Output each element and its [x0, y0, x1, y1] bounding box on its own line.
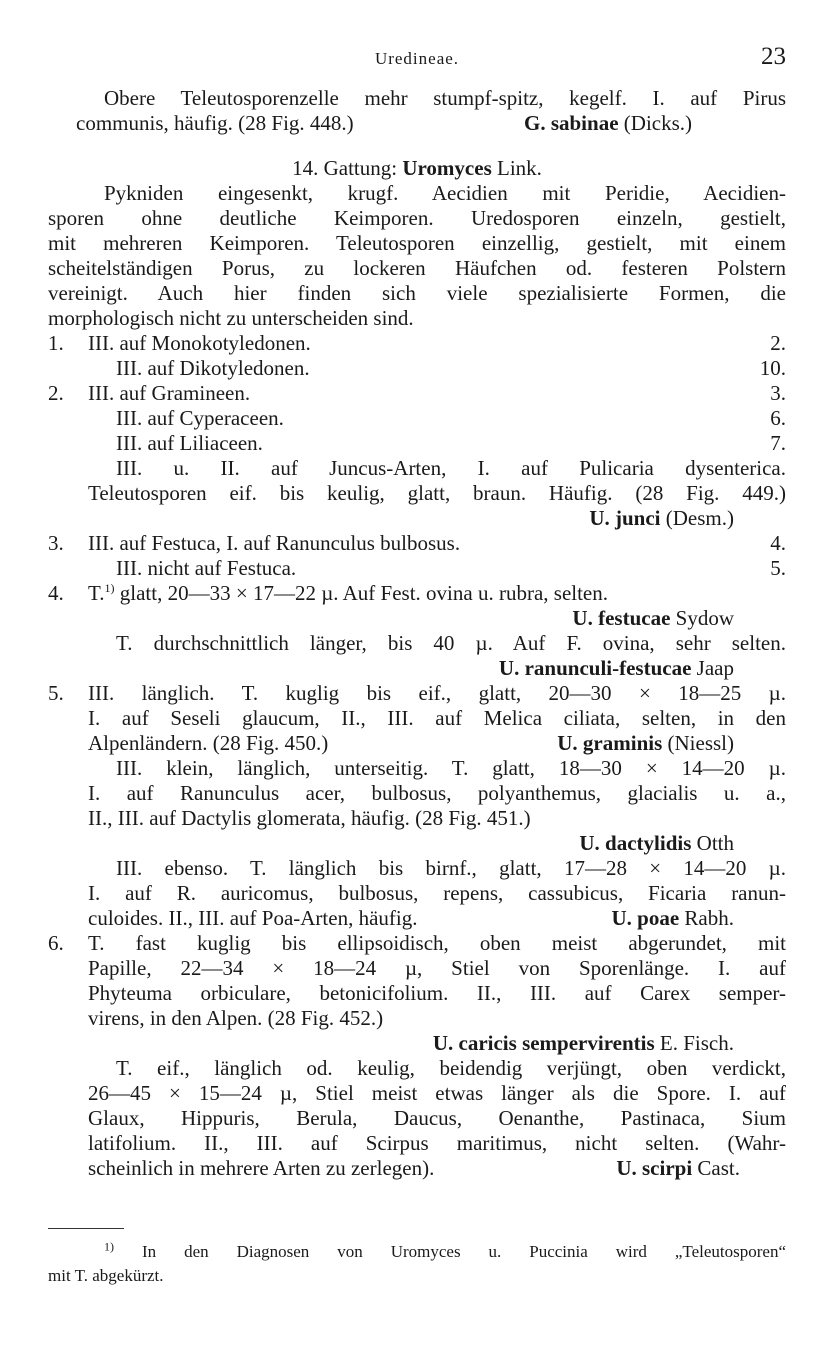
- key-text: Phyteuma orbiculare, betonicifolium. II., III. auf Carex semper-: [88, 981, 786, 1005]
- species-authority: Otth: [696, 831, 734, 855]
- species-entry: [557, 731, 734, 756]
- key-line: [48, 456, 786, 481]
- species-line: [48, 1031, 786, 1056]
- key-reference: 3.: [770, 381, 786, 405]
- species-entry: [433, 1031, 734, 1056]
- key-line: [48, 631, 786, 656]
- page-header: [48, 44, 786, 72]
- text-line: mit mehreren Keimporen. Teleutosporen einzellig, gestielt, mit einem: [48, 231, 786, 255]
- species-entry: [572, 606, 734, 631]
- species-authority: (Niessl): [667, 731, 734, 755]
- species-name: U. junci: [589, 506, 661, 530]
- species-authority: Sydow: [675, 606, 734, 630]
- footnote-marker: 1): [104, 581, 115, 595]
- species-authority: (Dicks.): [623, 111, 693, 135]
- genus-prefix: 14. Gattung:: [292, 156, 398, 180]
- footnote-text: In den Diagnosen von Uromyces u. Puccinia wird „Teleutosporen“: [141, 1242, 786, 1261]
- footnote-rule: [48, 1228, 124, 1229]
- text-line: Pykniden eingesenkt, krugf. Aecidien mit Peridie, Aecidien-: [104, 181, 786, 205]
- key-text: glatt, 20—33 × 17—22 µ. Auf Fest. ovina u. rubra, selten.: [119, 581, 609, 605]
- species-entry: [499, 656, 734, 681]
- key-reference: 7.: [770, 431, 786, 455]
- key-number: 4.: [48, 581, 64, 605]
- species-authority: Rabh.: [684, 906, 734, 930]
- species-line: [48, 656, 786, 681]
- key-line: [48, 1006, 786, 1031]
- key-reference: 10.: [759, 356, 786, 380]
- key-text: T. eif., länglich od. keulig, beidendig verjüngt, oben verdickt,: [116, 1056, 786, 1080]
- key-number: 3.: [48, 531, 64, 555]
- key-line: [48, 681, 786, 706]
- key-text: III. auf Gramineen.: [88, 381, 251, 405]
- key-line: [48, 1131, 786, 1156]
- key-line: [48, 356, 786, 381]
- key-text: virens, in den Alpen. (28 Fig. 452.): [88, 1006, 384, 1030]
- species-name: U. caricis sempervirentis: [432, 1031, 655, 1055]
- key-text: I. auf R. auricomus, bulbosus, repens, cassubicus, Ficaria ranun-: [88, 881, 786, 905]
- key-text: III. ebenso. T. länglich bis birnf., glatt, 17—28 × 14—20 µ.: [116, 856, 786, 880]
- key-text: III. u. II. auf Juncus-Arten, I. auf Pulicaria dysenterica.: [116, 456, 786, 480]
- text-span: communis, häufig. (28 Fig. 448.): [76, 111, 354, 135]
- genus-heading: [48, 156, 786, 181]
- text-line: morphologisch nicht zu unterscheiden sind.: [48, 306, 414, 330]
- key-text: scheinlich in mehrere Arten zu zerlegen).: [88, 1156, 435, 1180]
- key-line: [48, 806, 786, 831]
- key-number: 6.: [48, 931, 64, 955]
- key-text: T. fast kuglig bis ellipsoidisch, oben meist abgerundet, mit: [88, 931, 786, 955]
- key-line: [48, 1156, 786, 1181]
- key-text: III. auf Liliaceen.: [116, 431, 263, 455]
- species-authority: (Desm.): [665, 506, 734, 530]
- species-entry: [612, 906, 735, 931]
- key-text: III. klein, länglich, unterseitig. T. glatt, 18—30 × 14—20 µ.: [116, 756, 786, 780]
- running-title: Uredineae.: [374, 49, 460, 68]
- key-line: [48, 781, 786, 806]
- key-line: [48, 531, 786, 556]
- key-line: [48, 756, 786, 781]
- key-line: [48, 956, 786, 981]
- key-number: 2.: [48, 381, 64, 405]
- key-reference: 6.: [770, 406, 786, 430]
- key-line: [48, 856, 786, 881]
- species-name: U. ranunculi-festucae: [498, 656, 692, 680]
- species-name: U. dactylidis: [579, 831, 692, 855]
- key-line: [48, 706, 786, 731]
- species-authority: Cast.: [697, 1156, 740, 1180]
- key-text-group: [88, 581, 608, 606]
- species-name: G. sabinae: [524, 111, 619, 135]
- key-text: III. nicht auf Festuca.: [116, 556, 297, 580]
- text-line: scheitelständigen Porus, zu lockeren Häufchen od. festeren Polstern: [48, 256, 786, 280]
- key-text: III. auf Dikotyledonen.: [116, 356, 310, 380]
- footnote-line: mit T. abgekürzt.: [48, 1266, 164, 1285]
- text-line: sporen ohne deutliche Keimporen. Uredosporen einzeln, gestielt,: [48, 206, 786, 230]
- species-line: [48, 506, 786, 531]
- key-text: III. auf Cyperaceen.: [116, 406, 284, 430]
- footnotes: [48, 1240, 786, 1288]
- page-body: [48, 86, 786, 1181]
- key-text: I. auf Ranunculus acer, bulbosus, polyanthemus, glacialis u. a.,: [88, 781, 786, 805]
- key-reference: 5.: [770, 556, 786, 580]
- key-line: [48, 381, 786, 406]
- key-number: 1.: [48, 331, 64, 355]
- species-name: U. festucae: [572, 606, 671, 630]
- key-reference: 4.: [770, 531, 786, 555]
- key-line: [48, 581, 786, 606]
- key-line: [48, 556, 786, 581]
- key-text: I. auf Seseli glaucum, II., III. auf Melica ciliata, selten, in den: [88, 706, 786, 730]
- key-reference: 2.: [770, 331, 786, 355]
- key-line: [48, 906, 786, 931]
- key-line: [48, 1081, 786, 1106]
- key-line: [48, 931, 786, 956]
- key-text: III. auf Festuca, I. auf Ranunculus bulbosus.: [88, 531, 461, 555]
- key-line: [48, 406, 786, 431]
- footnote-line: [48, 1240, 786, 1264]
- key-text: Papille, 22—34 × 18—24 µ, Stiel von Sporenlänge. I. auf: [88, 956, 786, 980]
- species-entry: [589, 506, 734, 531]
- key-text: culoides. II., III. auf Poa-Arten, häufig.: [88, 906, 418, 930]
- key-line: [48, 881, 786, 906]
- species-entry: [579, 831, 734, 856]
- species-name: U. scirpi: [616, 1156, 693, 1180]
- key-text: Glaux, Hippuris, Berula, Daucus, Oenanthe, Pastinaca, Sium: [88, 1106, 786, 1130]
- species-name: U. graminis: [557, 731, 663, 755]
- species-authority: Jaap: [696, 656, 734, 680]
- footnote-marker: 1): [104, 1239, 114, 1254]
- key-text: III. länglich. T. kuglig bis eif., glatt, 20—30 × 18—25 µ.: [88, 681, 786, 705]
- key-text: II., III. auf Dactylis glomerata, häufig. (28 Fig. 451.): [88, 806, 531, 830]
- species-line: [48, 606, 786, 631]
- genus-name: Uromyces: [402, 156, 492, 180]
- key-text: T. durchschnittlich länger, bis 40 µ. Auf F. ovina, sehr selten.: [116, 631, 786, 655]
- key-line: [48, 1106, 786, 1131]
- key-line: [48, 481, 786, 506]
- genus-authority: Link.: [497, 156, 542, 180]
- key-text: Alpenländern. (28 Fig. 450.): [88, 731, 329, 755]
- text-line: vereinigt. Auch hier finden sich viele spezialisierte Formen, die: [48, 281, 786, 305]
- key-line: [48, 431, 786, 456]
- page-number: 23: [761, 43, 786, 70]
- text-line: [48, 111, 786, 136]
- key-number: 5.: [48, 681, 64, 705]
- key-line: [48, 981, 786, 1006]
- key-text: 26—45 × 15—24 µ, Stiel meist etwas länger als die Spore. I. auf: [88, 1081, 786, 1105]
- key-line: [48, 731, 786, 756]
- key-line: [48, 1056, 786, 1081]
- species-authority: E. Fisch.: [659, 1031, 734, 1055]
- text-line: Obere Teleutosporenzelle mehr stumpf-spitz, kegelf. I. auf Pirus: [104, 86, 786, 110]
- species-line: [48, 831, 786, 856]
- species-name: U. poae: [611, 906, 680, 930]
- key-line: [48, 331, 786, 356]
- key-text: latifolium. II., III. auf Scirpus maritimus, nicht selten. (Wahr-: [88, 1131, 786, 1155]
- abbrev-t: T.: [88, 581, 105, 605]
- species-entry: [524, 111, 692, 136]
- key-text: Teleutosporen eif. bis keulig, glatt, braun. Häufig. (28 Fig. 449.): [88, 481, 786, 505]
- key-text: III. auf Monokotyledonen.: [88, 331, 311, 355]
- species-entry: [616, 1156, 740, 1181]
